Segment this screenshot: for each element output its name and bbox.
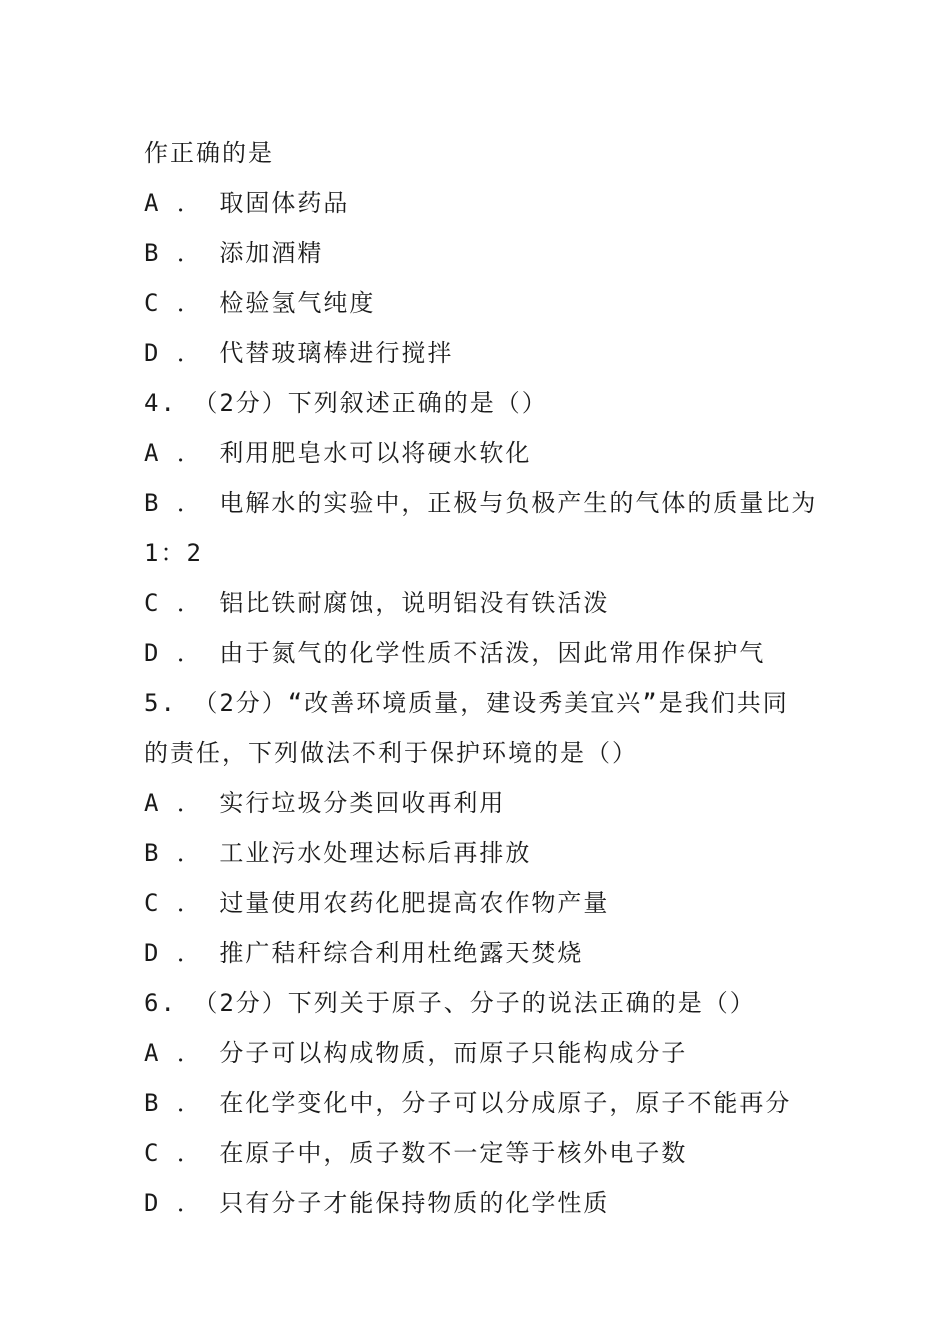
q4-stem: 4. （2分）下列叙述正确的是（）: [144, 389, 548, 417]
q5-stem-continuation: 的责任，下列做法不利于保护环境的是（）: [144, 739, 638, 767]
q4-option-b: B ． 电解水的实验中，正极与负极产生的气体的质量比为: [144, 489, 818, 517]
q5-option-d: D ． 推广秸秆综合利用杜绝露天焚烧: [144, 939, 584, 967]
q3-option-d: D ． 代替玻璃棒进行搅拌: [144, 339, 454, 367]
q4-option-b-continuation: 1：2: [144, 539, 203, 567]
q6-stem: 6. （2分）下列关于原子、分子的说法正确的是（）: [144, 989, 756, 1017]
q6-option-d: D ． 只有分子才能保持物质的化学性质: [144, 1189, 610, 1217]
q3-option-c: C ． 检验氢气纯度: [144, 289, 376, 317]
document-body: [144, 128, 824, 1228]
q5-option-b: B ． 工业污水处理达标后再排放: [144, 839, 532, 867]
q6-option-a: A ． 分子可以构成物质，而原子只能构成分子: [144, 1039, 688, 1067]
q4-option-c: C ． 铝比铁耐腐蚀，说明铝没有铁活泼: [144, 589, 610, 617]
q6-option-c: C ． 在原子中，质子数不一定等于核外电子数: [144, 1139, 688, 1167]
q4-option-d: D ． 由于氮气的化学性质不活泼，因此常用作保护气: [144, 639, 766, 667]
q6-option-b: B ． 在化学变化中，分子可以分成原子，原子不能再分: [144, 1089, 792, 1117]
q5-option-a: A ． 实行垃圾分类回收再利用: [144, 789, 506, 817]
q5-stem: 5. （2分）“改善环境质量，建设秀美宜兴”是我们共同: [144, 689, 789, 717]
q3-option-b: B ． 添加酒精: [144, 239, 324, 267]
q5-option-c: C ． 过量使用农药化肥提高农作物产量: [144, 889, 610, 917]
question-stem-continuation: 作正确的是: [144, 139, 274, 167]
q4-option-a: A ． 利用肥皂水可以将硬水软化: [144, 439, 532, 467]
q3-option-a: A ． 取固体药品: [144, 189, 350, 217]
